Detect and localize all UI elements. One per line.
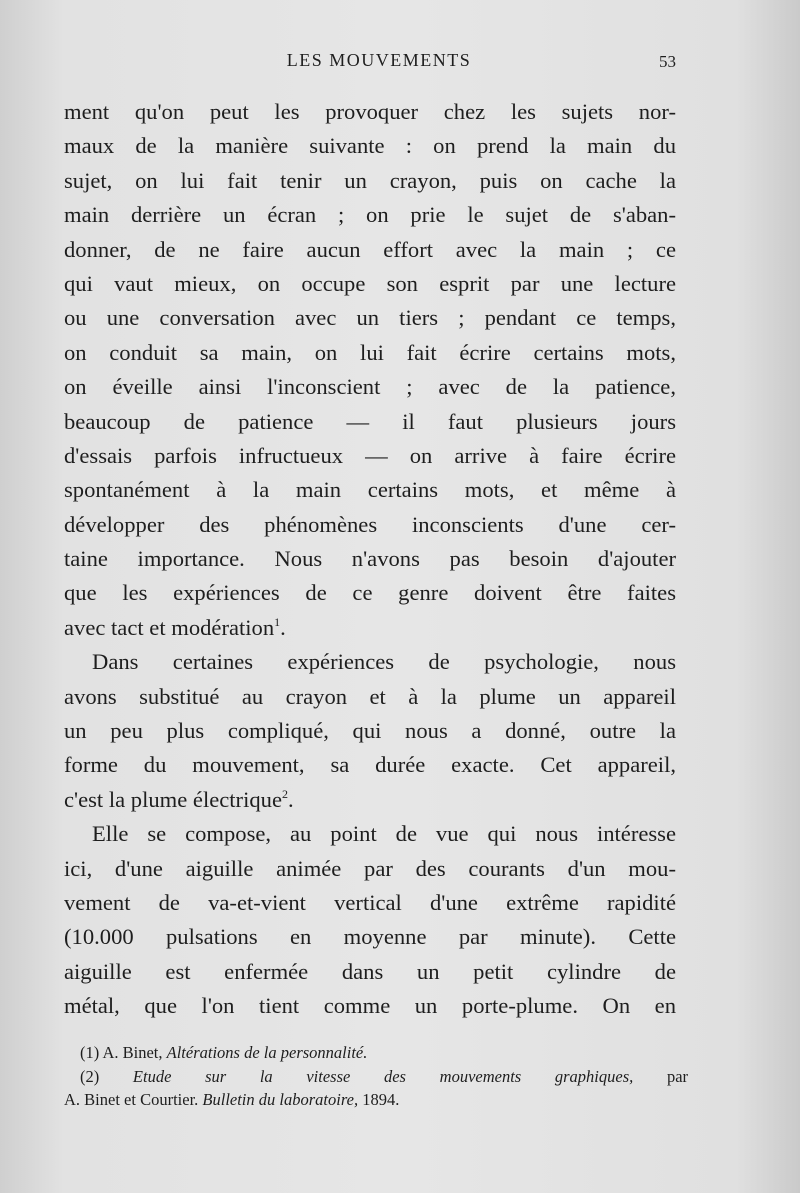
footnote-marker: (1) bbox=[80, 1043, 100, 1062]
paragraph-1 bbox=[64, 95, 676, 645]
text-fragment: . bbox=[287, 786, 294, 812]
footnote-ref-1: 1 bbox=[274, 614, 281, 629]
footnote-2 bbox=[64, 1065, 688, 1089]
footnote-journal: Bulletin du laboratoire, bbox=[202, 1090, 359, 1109]
text-line: ou une conversation avec un tiers ; pendant ce temps, bbox=[64, 305, 676, 331]
running-title: LES MOUVEMENTS bbox=[286, 50, 472, 70]
body-text bbox=[64, 95, 676, 1024]
footnote-ref-2: 2 bbox=[281, 786, 288, 801]
text-line: Elle se compose, au point de vue qui nous intéresse bbox=[92, 821, 676, 847]
text-line: forme du mouvement, sa durée exacte. Cet appareil, bbox=[64, 752, 676, 778]
text-line: métal, que l'on tient comme un porte-plume. On en bbox=[64, 993, 676, 1019]
text-line: maux de la manière suivante : on prend la main du bbox=[64, 133, 676, 159]
footnotes bbox=[64, 1041, 688, 1112]
footnote-by: par bbox=[666, 1066, 689, 1086]
text-line: aiguille est enfermée dans un petit cylindre de bbox=[64, 958, 676, 984]
paragraph-2 bbox=[64, 645, 676, 817]
footnote-author: A. Binet, bbox=[102, 1043, 163, 1062]
text-line: on conduit sa main, on lui fait écrire certains mots, bbox=[64, 339, 676, 365]
text-line: vement de va-et-vient vertical d'une extrême rapidité bbox=[64, 889, 676, 915]
footnote-authors: A. Binet et Courtier. bbox=[64, 1090, 199, 1109]
text-line: beaucoup de patience — il faut plusieurs jours bbox=[64, 408, 676, 434]
paragraph-3 bbox=[64, 817, 676, 1023]
text-line: avons substitué au crayon et à la plume un appareil bbox=[64, 683, 676, 709]
footnote-title: Etude sur la vitesse des mouvements graphiques, bbox=[132, 1066, 634, 1086]
page-header bbox=[64, 50, 676, 80]
footnote-2-continued bbox=[64, 1088, 688, 1112]
text-line: sujet, on lui fait tenir un crayon, puis on cache la bbox=[64, 167, 676, 193]
text-line: que les expériences de ce genre doivent être faites bbox=[64, 580, 676, 606]
text-line: main derrière un écran ; on prie le sujet de s'aban- bbox=[64, 202, 676, 228]
text-line: (10.000 pulsations en moyenne par minute). Cette bbox=[64, 924, 676, 950]
text-line: qui vaut mieux, on occupe son esprit par une lecture bbox=[64, 270, 676, 296]
footnote-marker: (2) bbox=[80, 1066, 100, 1086]
page-number: 53 bbox=[659, 52, 676, 71]
text-fragment: c'est la plume électrique bbox=[64, 786, 282, 812]
text-line: taine importance. Nous n'avons pas besoin d'ajouter bbox=[64, 546, 676, 572]
footnote-year: 1894. bbox=[362, 1090, 400, 1109]
text-line: développer des phénomènes inconscients d'une cer- bbox=[64, 511, 676, 537]
text-line: donner, de ne faire aucun effort avec la main ; ce bbox=[64, 236, 676, 262]
text-line-last bbox=[64, 611, 676, 645]
text-line: Dans certaines expériences de psychologie, nous bbox=[92, 649, 676, 675]
footnote-1 bbox=[64, 1041, 688, 1065]
text-line-last bbox=[64, 783, 676, 817]
text-line: spontanément à la main certains mots, et même à bbox=[64, 477, 676, 503]
text-line: ment qu'on peut les provoquer chez les sujets nor- bbox=[64, 99, 676, 124]
footnote-title: Altérations de la personnalité. bbox=[166, 1043, 368, 1062]
text-fragment: avec tact et modération bbox=[64, 614, 275, 640]
text-line: on éveille ainsi l'inconscient ; avec de la patience, bbox=[64, 374, 676, 400]
text-line: ici, d'une aiguille animée par des courants d'un mou- bbox=[64, 855, 676, 881]
text-fragment: . bbox=[280, 614, 286, 640]
text-line: un peu plus compliqué, qui nous a donné, outre la bbox=[64, 718, 676, 744]
text-line: d'essais parfois infructueux — on arrive à faire écrire bbox=[64, 442, 676, 468]
